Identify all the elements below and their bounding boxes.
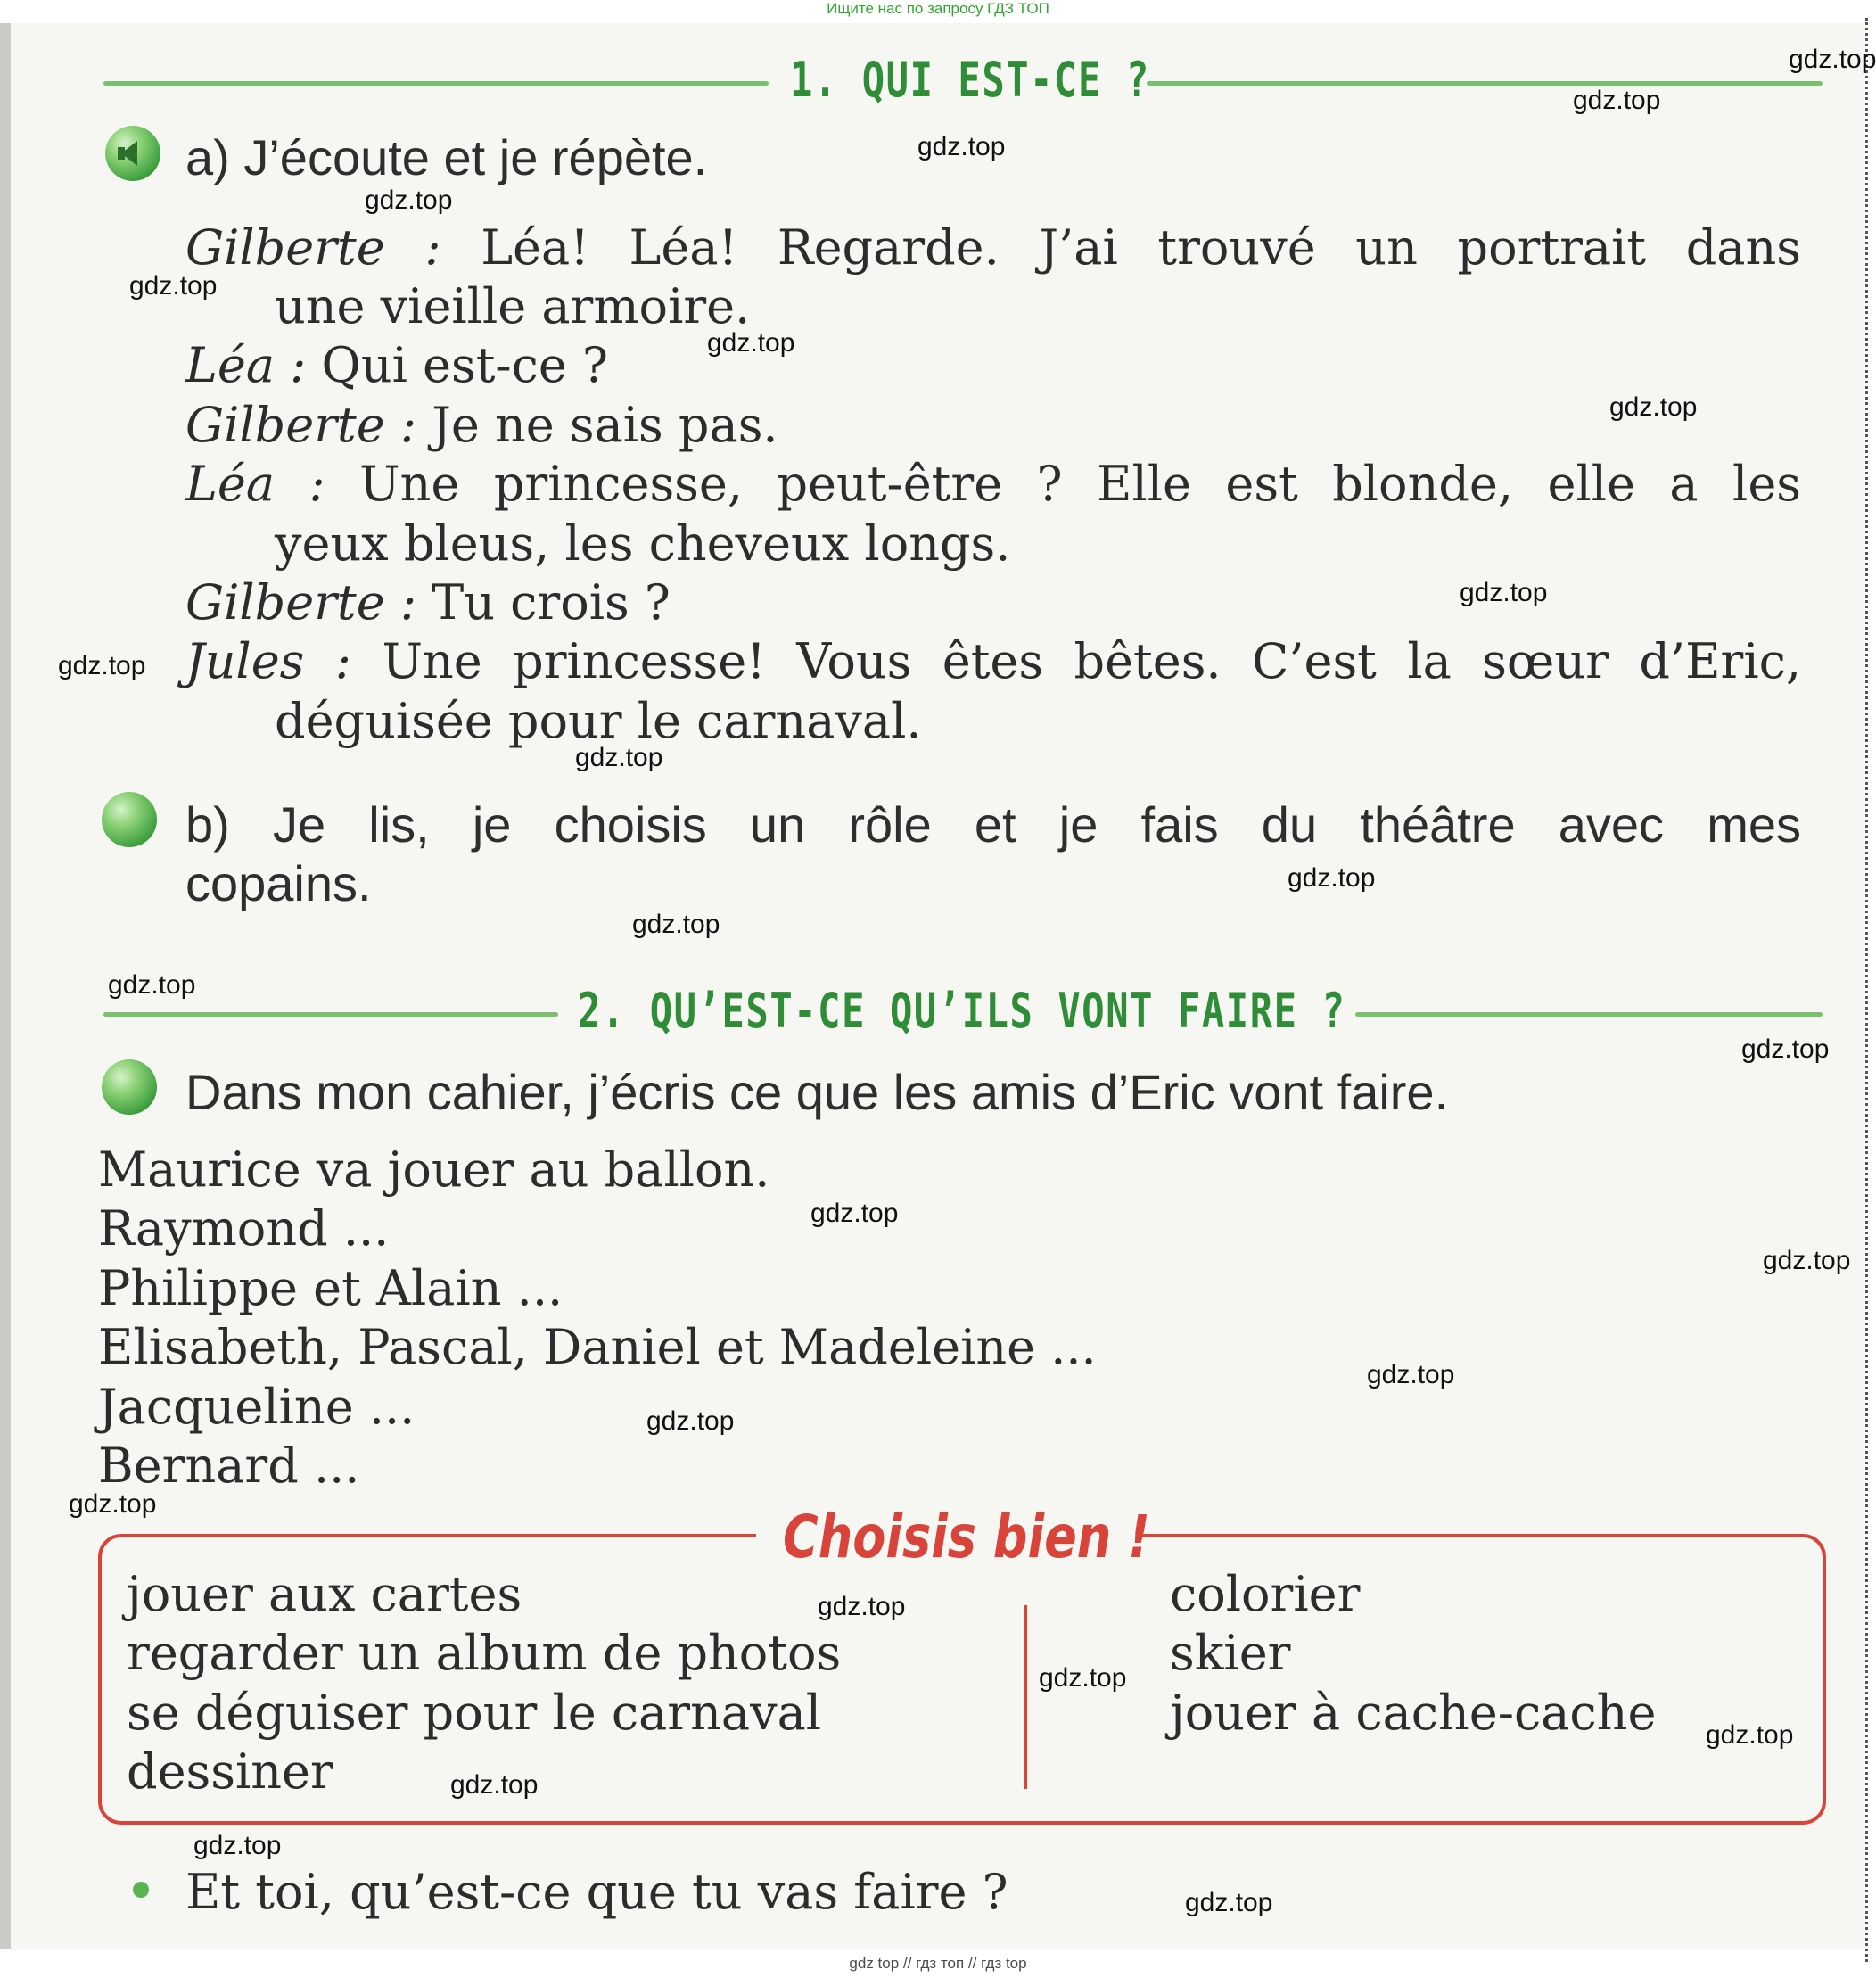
- watermark: gdz.top: [1741, 1034, 1830, 1064]
- speaker-name: Gilberte :: [185, 574, 417, 630]
- final-question: Et toi, qu’est-ce que tu vas faire ?: [185, 1864, 1008, 1920]
- watermark: gdz.top: [129, 271, 218, 301]
- dialogue-text: Léa! Léa! Regarde. J’ai trouvé un portrait dans: [481, 219, 1801, 276]
- dialogue-line-1-cont: une vieille armoire.: [275, 278, 751, 334]
- watermark: gdz.top: [707, 328, 795, 358]
- watermark: gdz.top: [575, 743, 663, 772]
- watermark: gdz.top: [1185, 1888, 1273, 1917]
- choice-left-1: jouer aux cartes: [127, 1566, 522, 1622]
- dialogue-text: Tu crois ?: [432, 574, 671, 630]
- watermark: gdz.top: [58, 651, 146, 680]
- speaker-name: Jules :: [185, 633, 351, 689]
- choice-left-4: dessiner: [127, 1743, 333, 1800]
- watermark: gdz.top: [1460, 578, 1548, 607]
- speaker-name: Gilberte :: [185, 397, 417, 453]
- dialogue-line-3: [185, 397, 778, 453]
- choice-box-title: Choisis bien !: [783, 1503, 1150, 1571]
- choice-box-divider: [1024, 1605, 1027, 1789]
- watermark: gdz.top: [1288, 863, 1376, 893]
- watermark: gdz.top: [365, 185, 453, 215]
- page-edge-dots: [1865, 18, 1868, 1962]
- watermark: gdz.top: [1763, 1246, 1851, 1275]
- part-b-line1: b) Je lis, je choisis un rôle et je fais du théâtre avec mes: [185, 796, 1801, 853]
- dialogue-line-6-cont: déguisée pour le carnaval.: [275, 693, 922, 749]
- watermark: gdz.top: [108, 970, 196, 1000]
- bullet-dot-icon: [133, 1882, 149, 1898]
- choice-left-2: regarder un album de photos: [127, 1625, 842, 1681]
- choice-right-3: jouer à cache-cache: [1170, 1685, 1657, 1741]
- section2-title: 2. QU’EST-CE QU’ILS VONT FAIRE ?: [578, 983, 1346, 1039]
- watermark: gdz.top: [810, 1199, 899, 1228]
- watermark: gdz.top: [450, 1770, 539, 1800]
- section1-line-right: [1147, 81, 1823, 86]
- dialogue-text: Qui est-ce ?: [321, 337, 608, 393]
- dialogue-line-2: [185, 337, 608, 393]
- watermark: gdz.top: [632, 910, 720, 939]
- section2-line-left: [103, 1012, 558, 1017]
- name-line-2: Raymond ...: [98, 1200, 390, 1257]
- speaker-name: Gilberte :: [185, 219, 441, 276]
- choice-right-2: skier: [1170, 1625, 1291, 1681]
- audio-speaker-icon[interactable]: [105, 126, 160, 181]
- watermark: gdz.top: [1039, 1663, 1127, 1693]
- green-bullet-icon: [102, 792, 157, 847]
- speaker-name: Léa :: [185, 337, 307, 393]
- dialogue-line-1: [185, 219, 1801, 276]
- dialogue-line-5: [185, 574, 671, 630]
- name-line-1: Maurice va jouer au ballon.: [98, 1141, 770, 1198]
- bottom-note: gdz top // гдз топ // гдз top: [849, 1955, 1027, 1972]
- dialogue-text: Je ne sais pas.: [432, 397, 778, 453]
- name-line-4: Elisabeth, Pascal, Daniel et Madeleine ...: [98, 1319, 1097, 1375]
- section2-line-right: [1355, 1012, 1823, 1017]
- green-bullet-icon: [102, 1059, 157, 1115]
- watermark: gdz.top: [1367, 1360, 1455, 1389]
- watermark: gdz.top: [1573, 86, 1661, 115]
- watermark: gdz.top: [818, 1592, 906, 1621]
- watermark: gdz.top: [646, 1406, 735, 1436]
- choice-right-1: colorier: [1170, 1566, 1361, 1622]
- watermark: gdz.top: [917, 132, 1006, 161]
- watermark: gdz.top: [69, 1489, 157, 1519]
- watermark: gdz.top: [1706, 1720, 1794, 1750]
- part-b-line2: copains.: [185, 855, 372, 911]
- name-line-5: Jacqueline ...: [98, 1379, 416, 1435]
- name-line-3: Philippe et Alain ...: [98, 1260, 564, 1316]
- choice-left-3: se déguiser pour le carnaval: [127, 1685, 822, 1741]
- dialogue-line-4: [185, 456, 1801, 512]
- section1-title: 1. QUI EST-CE ?: [790, 52, 1150, 108]
- dialogue-line-4-cont: yeux bleus, les cheveux longs.: [275, 515, 1011, 572]
- page-binding-shadow: [0, 23, 11, 1949]
- dialogue-text: Une princesse! Vous êtes bêtes. C’est la sœur d’Eric,: [382, 633, 1801, 689]
- watermark: gdz.top: [1609, 392, 1698, 422]
- name-line-6: Bernard ...: [98, 1438, 360, 1494]
- watermark: gdz.top: [1789, 45, 1876, 74]
- section2-instruction: Dans mon cahier, j’écris ce que les amis d’Eric vont faire.: [185, 1064, 1449, 1120]
- watermark: gdz.top: [193, 1831, 282, 1860]
- speaker-name: Léa :: [185, 456, 325, 512]
- dialogue-line-6: [185, 633, 1801, 689]
- section1-line-left: [103, 81, 769, 86]
- part-b-instruction: [185, 795, 1801, 853]
- dialogue-text: Une princesse, peut-être ? Elle est blonde, elle a les: [359, 456, 1801, 512]
- top-note: Ищите нас по запросу ГДЗ ТОП: [827, 0, 1049, 17]
- part-a-instruction: a) J’écoute et je répète.: [185, 129, 708, 185]
